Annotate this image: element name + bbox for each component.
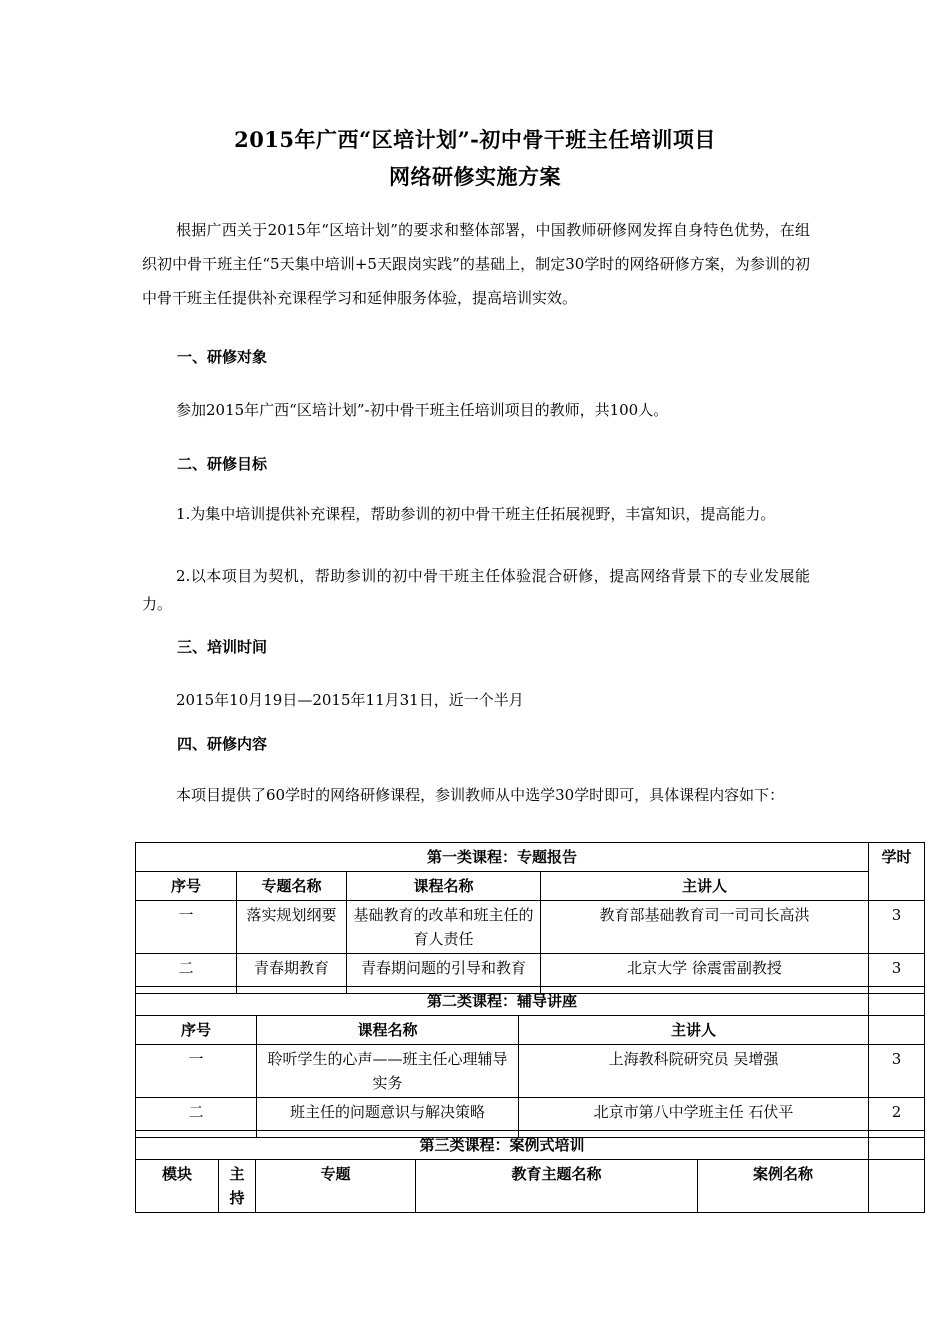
section-heading-content: 四、研修内容 xyxy=(177,735,268,753)
cat1-header-topic: 专题名称 xyxy=(237,872,347,901)
cat2-header-course: 课程名称 xyxy=(257,1016,519,1045)
hours-header: 学时 xyxy=(869,843,925,901)
cat3-header-host: 主持 xyxy=(219,1160,256,1213)
course-table-cat1 xyxy=(135,842,925,994)
cat2-header-no: 序号 xyxy=(136,1016,257,1045)
cat1-title: 第一类课程：专题报告 xyxy=(136,843,869,872)
section-heading-time: 三、培训时间 xyxy=(177,638,268,656)
cat1-header-speaker: 主讲人 xyxy=(541,872,869,901)
row-speaker: 北京市第八中学班主任 石伏平 xyxy=(519,1098,869,1138)
table-row xyxy=(136,901,925,954)
cat3-title: 第三类课程：案例式培训 xyxy=(136,1131,869,1160)
cat3-header-theme: 教育主题名称 xyxy=(416,1160,698,1213)
document-title-line2: 网络研修实施方案 xyxy=(389,164,561,189)
cat2-header-hours-blank xyxy=(869,1016,925,1045)
section-heading-goals: 二、研修目标 xyxy=(177,455,268,473)
cat2-hours-blank xyxy=(869,987,925,1016)
cat3-header-hours-blank xyxy=(869,1160,925,1213)
row-course: 班主任的问题意识与解决策略 xyxy=(257,1098,519,1138)
cat1-header-course: 课程名称 xyxy=(347,872,541,901)
row-course: 青春期问题的引导和教育 xyxy=(347,954,541,994)
row-hours: 3 xyxy=(869,1045,925,1098)
row-no: 一 xyxy=(136,1045,257,1098)
row-speaker: 教育部基础教育司一司司长高洪 xyxy=(541,901,869,954)
goal-1-text: 1.为集中培训提供补充课程，帮助参训的初中骨干班主任拓展视野，丰富知识，提高能力。 xyxy=(176,505,776,523)
row-no: 一 xyxy=(136,901,237,954)
row-course: 聆听学生的心声——班主任心理辅导实务 xyxy=(257,1045,519,1098)
goal-2-text: 2.以本项目为契机，帮助参训的初中骨干班主任体验混合研修，提高网络背景下的专业发展能力。 xyxy=(142,567,810,613)
cat3-header-module: 模块 xyxy=(136,1160,219,1213)
row-topic: 青春期教育 xyxy=(237,954,347,994)
row-course: 基础教育的改革和班主任的育人责任 xyxy=(347,901,541,954)
course-table-cat3 xyxy=(135,1130,925,1213)
table-row xyxy=(136,1045,925,1098)
section-time-text: 2015年10月19日—2015年11月31日，近一个半月 xyxy=(176,691,524,709)
cat3-header-case: 案例名称 xyxy=(698,1160,869,1213)
row-topic: 落实规划纲要 xyxy=(237,901,347,954)
row-hours: 2 xyxy=(869,1098,925,1138)
section-target-text: 参加2015年广西“区培计划”-初中骨干班主任培训项目的教师，共100人。 xyxy=(176,401,669,419)
cat1-header-no: 序号 xyxy=(136,872,237,901)
document-title-line1: 2015年广西“区培计划”-初中骨干班主任培训项目 xyxy=(234,127,716,152)
cat3-header-topic: 专题 xyxy=(256,1160,416,1213)
course-table-cat2 xyxy=(135,986,925,1138)
row-hours: 3 xyxy=(869,954,925,994)
cat2-title: 第二类课程：辅导讲座 xyxy=(136,987,869,1016)
row-no: 二 xyxy=(136,954,237,994)
section-content-text: 本项目提供了60学时的网络研修课程，参训教师从中选学30学时即可，具体课程内容如下： xyxy=(176,786,785,804)
section-heading-target: 一、研修对象 xyxy=(177,348,268,366)
intro-paragraph: 根据广西关于2015年“区培计划”的要求和整体部署，中国教师研修网发挥自身特色优势，在组织初中骨干班主任“5天集中培训+5天跟岗实践”的基础上，制定30学时的网络研修方案，为参训的初中骨干班主任提供补充课程学习和延伸服务体验，提高培训实效。 xyxy=(142,221,810,307)
cat2-header-speaker: 主讲人 xyxy=(519,1016,869,1045)
row-speaker: 上海教科院研究员 吴增强 xyxy=(519,1045,869,1098)
row-speaker: 北京大学 徐震雷副教授 xyxy=(541,954,869,994)
cat3-hours-blank xyxy=(869,1131,925,1160)
row-hours: 3 xyxy=(869,901,925,954)
row-no: 二 xyxy=(136,1098,257,1138)
